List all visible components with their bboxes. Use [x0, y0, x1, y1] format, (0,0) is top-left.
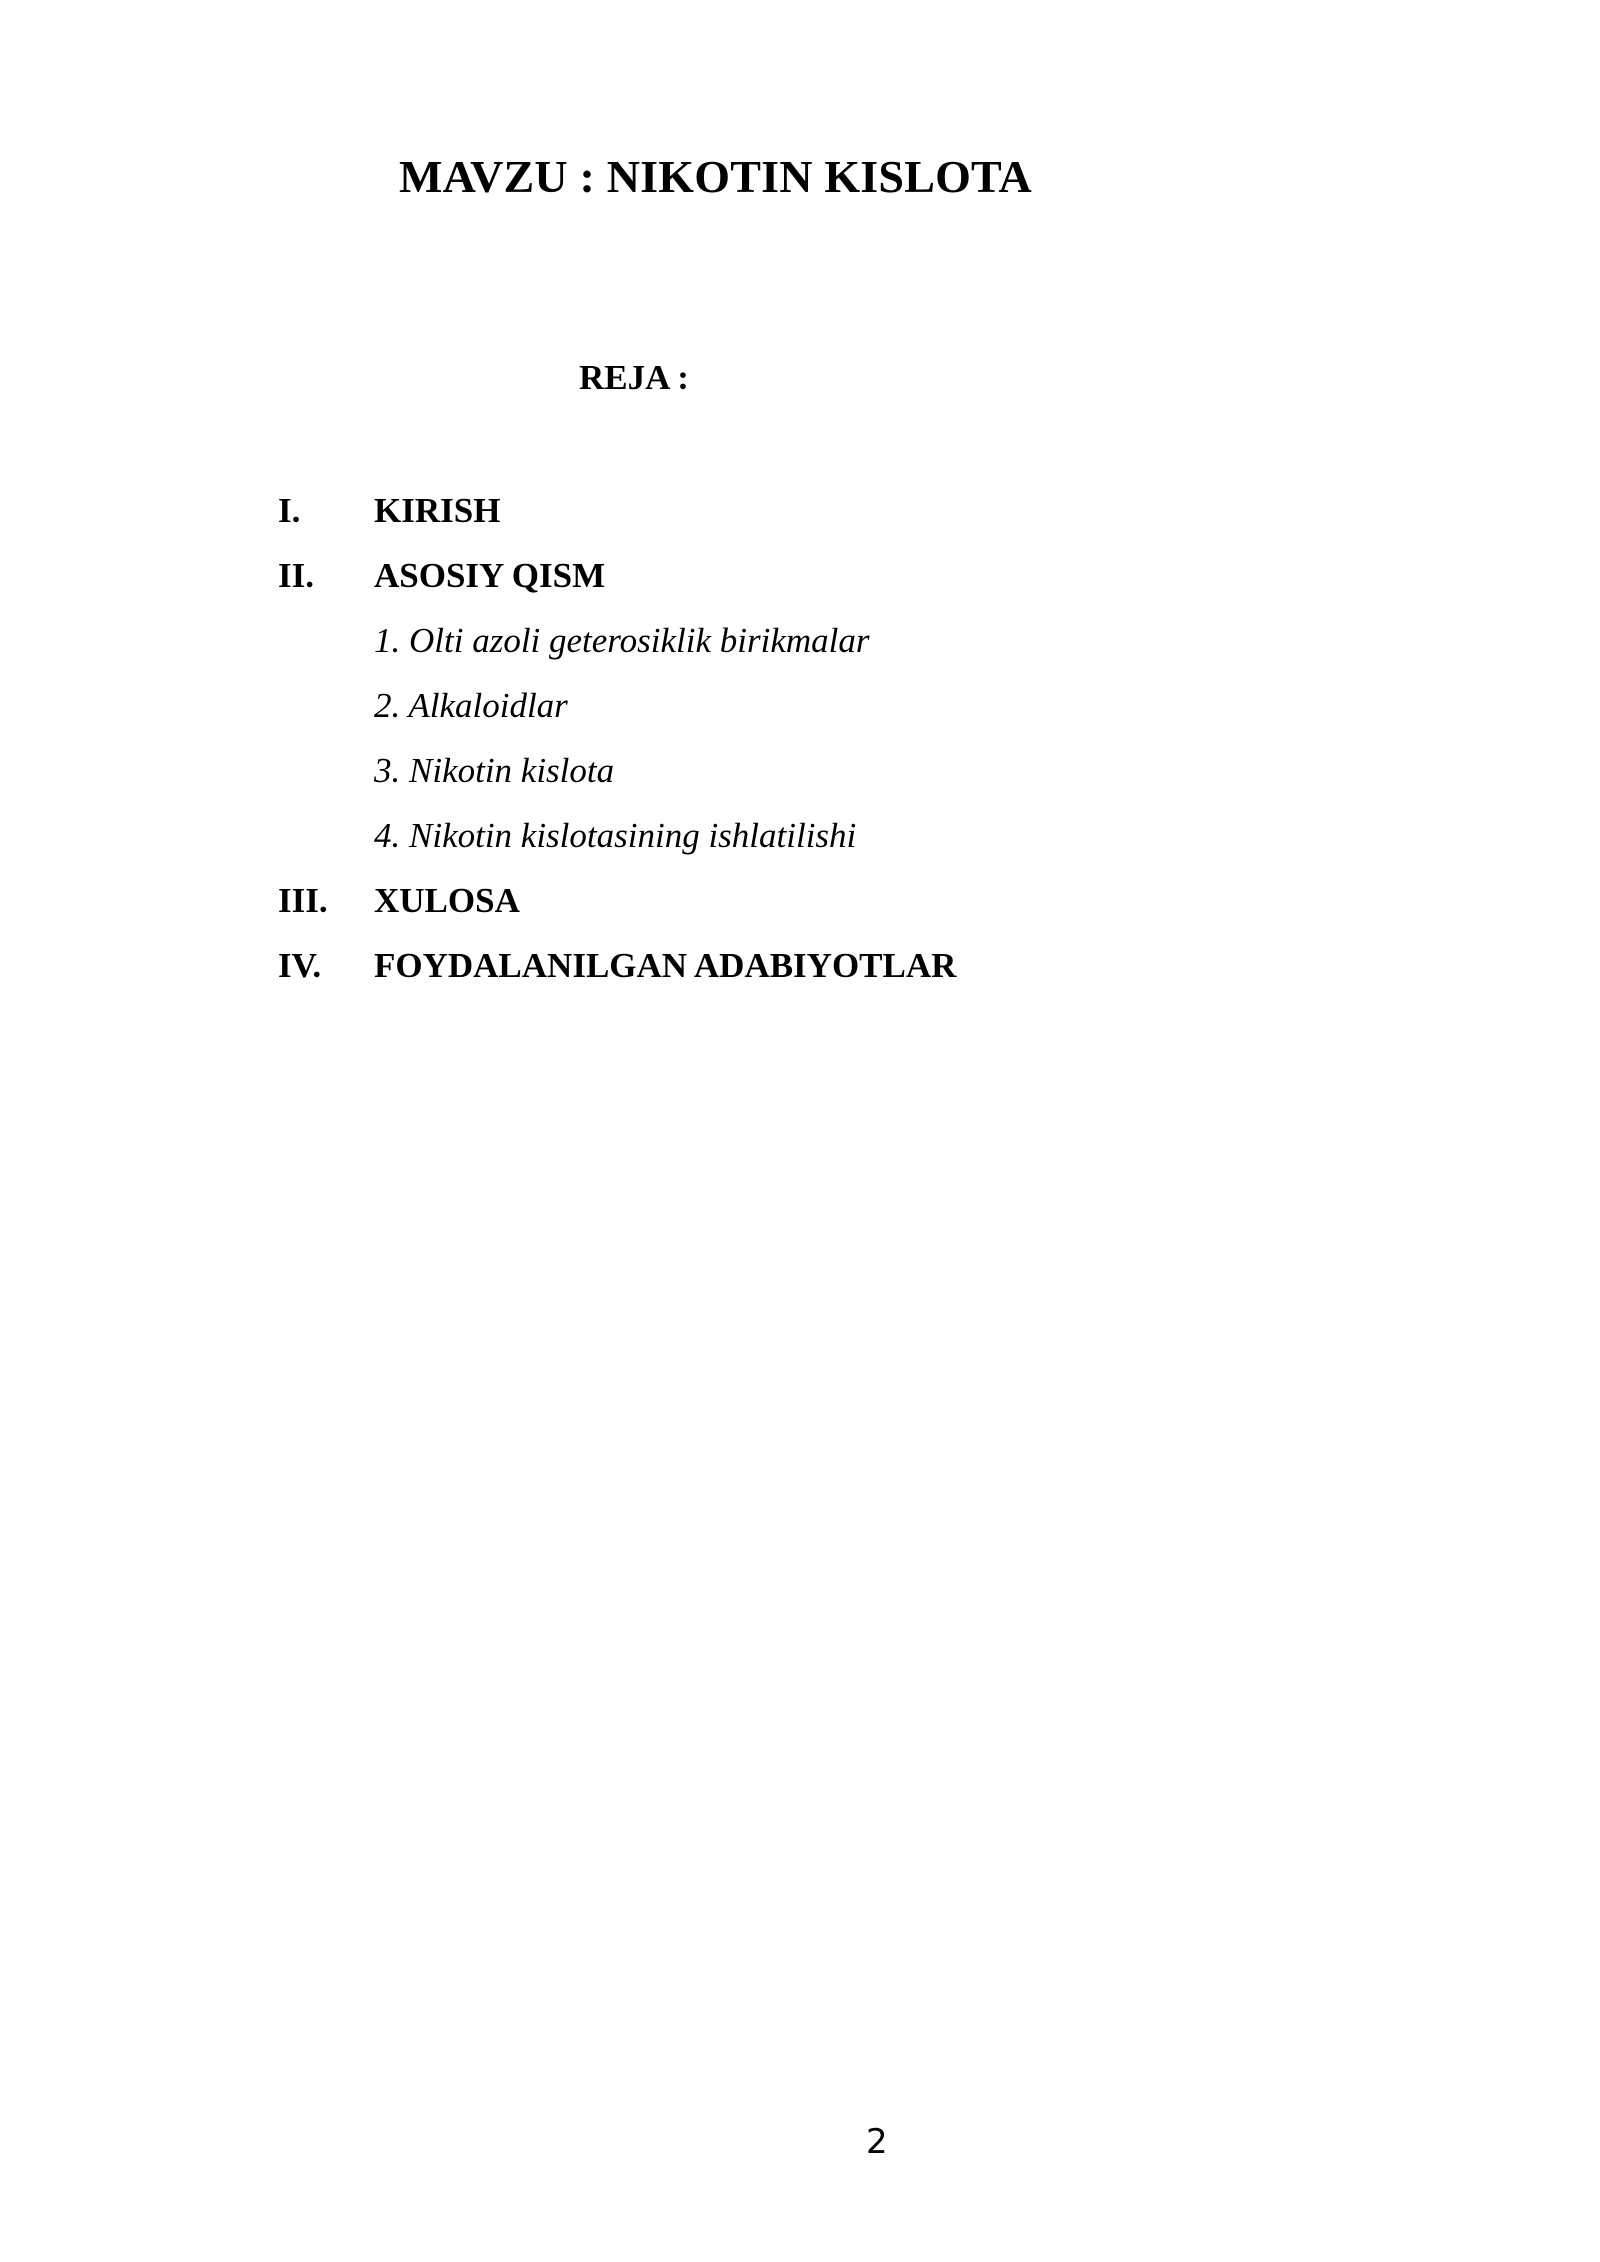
outline-numeral: III.	[278, 881, 328, 920]
outline-numeral: IV.	[278, 946, 322, 985]
page-number: 2	[866, 2122, 888, 2162]
outline-subitem-label: 2. Alkaloidlar	[374, 686, 568, 725]
outline-subitem-label: 3. Nikotin kislota	[374, 751, 615, 790]
outline-label: FOYDALANILGAN ADABIYOTLAR	[374, 946, 957, 985]
outline-subitem-label: 1. Olti azoli geterosiklik birikmalar	[374, 621, 870, 660]
outline-label: XULOSA	[374, 881, 520, 920]
outline-label: ASOSIY QISM	[374, 556, 606, 595]
plan-heading: REJA :	[579, 358, 689, 397]
outline-numeral: II.	[278, 556, 314, 595]
outline-subitem-label: 4. Nikotin kislotasining ishlatilishi	[374, 816, 857, 855]
outline-label: KIRISH	[374, 491, 501, 530]
outline-numeral: I.	[278, 491, 301, 530]
document-title: MAVZU : NIKOTIN KISLOTA	[399, 151, 1032, 202]
